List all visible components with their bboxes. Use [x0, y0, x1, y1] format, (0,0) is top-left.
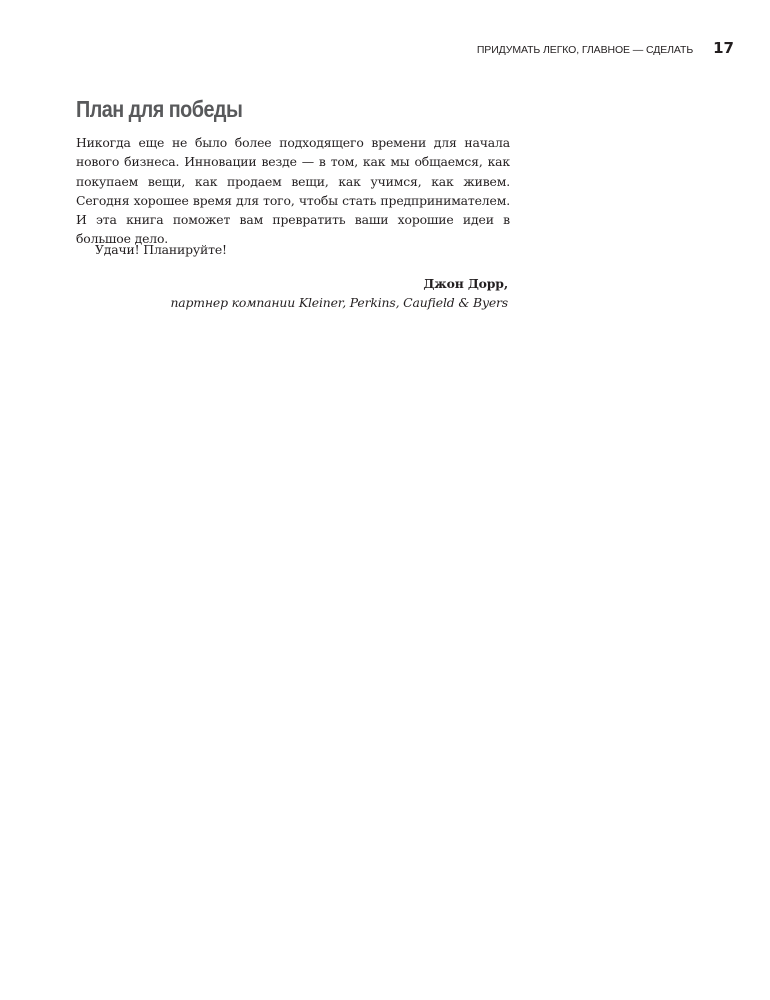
body-paragraph: Никогда еще не было более подходящего времени для начала нового бизнеса. Инновации везде — в том, как мы общаемся, как покупаем вещи, как продаем вещи, как учимся, как живем. Сегодня хорошее время для того, чтобы стать предпринимателем. И эта книга поможет вам превратить ваши хорошие идеи в большое дело. — [76, 135, 510, 247]
signature-role: партнер компании Kleiner, Perkins, Caufield & Byers — [170, 295, 508, 310]
running-header — [477, 39, 734, 57]
running-title: ПРИДУМАТЬ ЛЕГКО, ГЛАВНОЕ — СДЕЛАТЬ — [476, 44, 694, 56]
section-heading: План для победы — [76, 96, 243, 122]
page-number: 17 — [713, 39, 734, 57]
closing-line: Удачи! Планируйте! — [95, 242, 227, 257]
signature-block — [76, 274, 508, 312]
signature-name: Джон Дорр, — [423, 276, 508, 291]
